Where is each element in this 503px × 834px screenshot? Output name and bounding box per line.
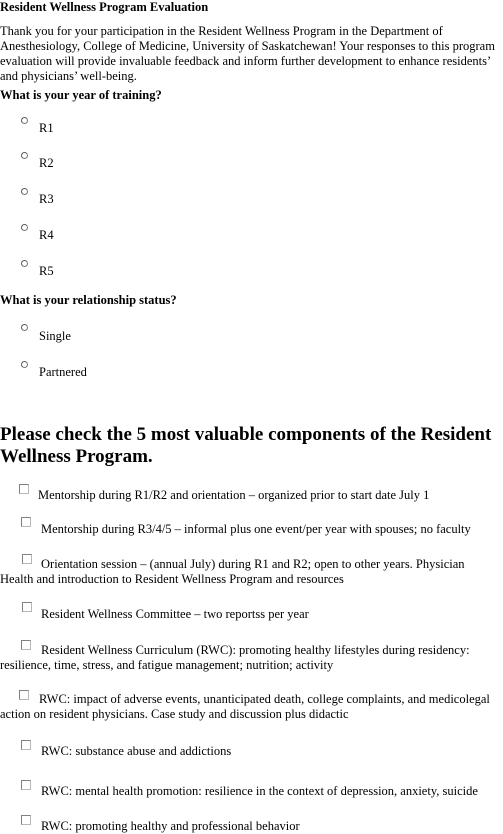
radio-button[interactable] xyxy=(21,224,28,231)
components-heading: Please check the 5 most valuable components of the Resident Wellness Program. xyxy=(0,424,492,467)
option-label: R2 xyxy=(39,156,54,170)
option-label: Single xyxy=(39,329,71,343)
item-label: RWC: promoting healthy and professional behavior xyxy=(41,819,300,833)
item-label: Orientation session – (annual July) during R1 and R2; open to other years. Physician Health and introduction to Resident Wellness Program and resources xyxy=(0,557,465,586)
radio-button[interactable] xyxy=(21,324,28,331)
option-label: R1 xyxy=(39,121,54,135)
item-label: Resident Wellness Curriculum (RWC): promoting healthy lifestyles during residency: resilience, time, stress, and fatigue management; nutrition; activity xyxy=(0,643,470,672)
relationship-question: What is your relationship status? xyxy=(0,293,177,307)
checkbox[interactable] xyxy=(21,740,31,750)
item-label: RWC: impact of adverse events, unanticipated death, college complaints, and medicolegal action on resident physicians. Case study and discussion plus didactic xyxy=(0,692,490,721)
radio-button[interactable] xyxy=(21,152,28,159)
option-label: R3 xyxy=(39,192,54,206)
option-label: R5 xyxy=(39,264,54,278)
year-question: What is your year of training? xyxy=(0,88,162,102)
checkbox[interactable] xyxy=(19,484,29,494)
checkbox[interactable] xyxy=(21,780,31,790)
item-label: Mentorship during R1/R2 and orientation – organized prior to start date July 1 xyxy=(38,488,430,502)
option-label: R4 xyxy=(39,228,54,242)
option-label: Partnered xyxy=(39,365,87,379)
checkbox[interactable] xyxy=(21,815,31,825)
checkbox[interactable] xyxy=(22,602,32,612)
item-label: Mentorship during R3/4/5 – informal plus one event/per year with spouses; no faculty xyxy=(41,522,471,536)
checkbox[interactable] xyxy=(21,517,31,527)
item-label: Resident Wellness Committee – two reportss per year xyxy=(41,607,309,621)
radio-button[interactable] xyxy=(21,117,28,124)
form-title: Resident Wellness Program Evaluation xyxy=(0,0,209,14)
radio-button[interactable] xyxy=(21,361,28,368)
intro-text: Thank you for your participation in the Resident Wellness Program in the Department of Anesthesiology, College of Medicine, University of Saskatchewan! Your responses to this program evaluation will provide invaluable feedback and inform further development to enhance residents’ and physicians’ well-being. xyxy=(0,24,495,83)
radio-button[interactable] xyxy=(21,260,28,267)
radio-button[interactable] xyxy=(21,188,28,195)
item-label: RWC: substance abuse and addictions xyxy=(41,744,232,758)
item-label: RWC: mental health promotion: resilience in the context of depression, anxiety, suicide xyxy=(41,784,478,798)
